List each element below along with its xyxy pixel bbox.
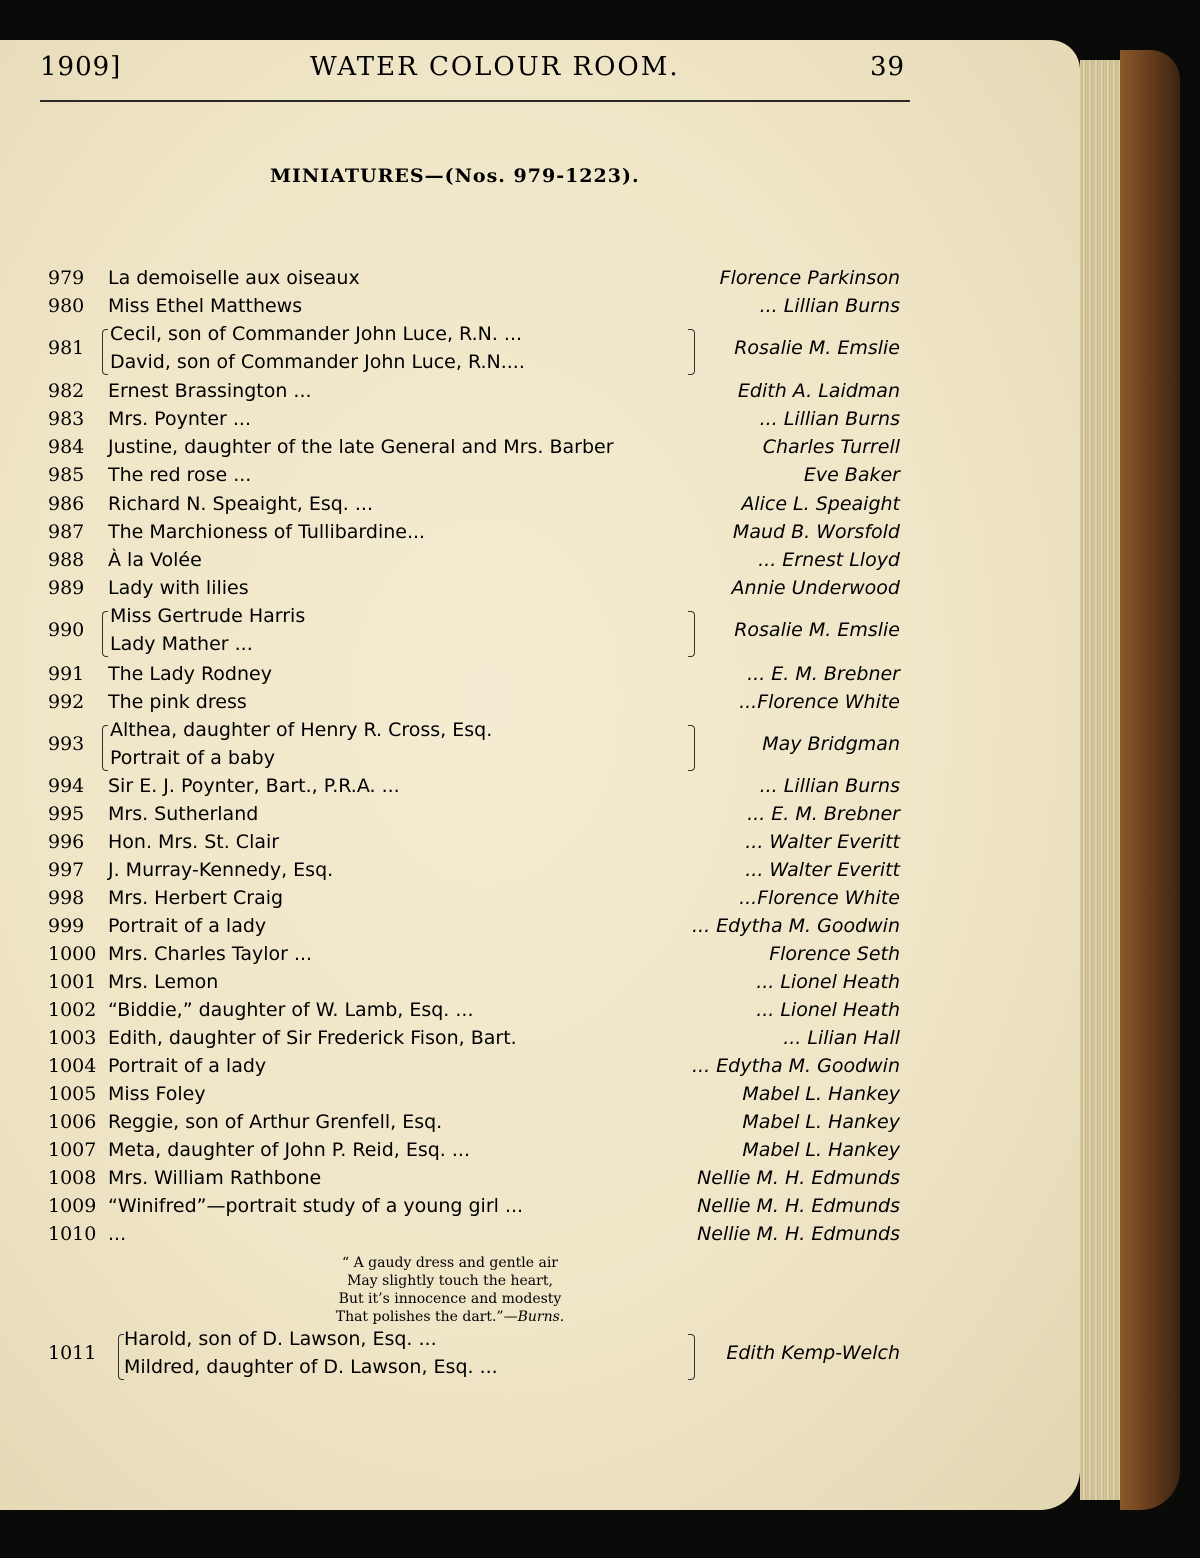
quote-line: But it’s innocence and modesty [338, 1291, 562, 1307]
header-year: 1909] [40, 52, 122, 82]
entry-artist: Alice L. Speaight [741, 493, 900, 515]
entry-number: 980 [48, 295, 85, 317]
entry-number: 991 [48, 663, 85, 685]
group-line [110, 633, 690, 661]
catalogue-entry [48, 1223, 908, 1251]
entry-number: 979 [48, 267, 85, 289]
entry-number: 1006 [48, 1111, 97, 1133]
entry-title: Portrait of a lady [108, 915, 267, 937]
right-brace [688, 329, 695, 375]
right-brace [688, 611, 695, 657]
entry-artist: ... Lillian Burns [759, 408, 900, 430]
catalogue-entry [48, 295, 908, 323]
entry-title: Portrait of a lady [108, 1055, 267, 1077]
entry-title: Ernest Brassington ... [108, 380, 312, 402]
entry-artist: ... Walter Everitt [745, 859, 900, 881]
catalogue-entry [48, 831, 908, 859]
entry-title: ... [108, 1223, 127, 1245]
entry-artist: Rosalie M. Emslie [734, 337, 900, 359]
entry-number: 984 [48, 436, 85, 458]
catalogue-entry [48, 380, 908, 408]
quote-line: “ A gaudy dress and gentle air [342, 1255, 558, 1271]
catalogue-group [48, 323, 908, 379]
entry-title: Justine, daughter of the late General and Mrs. Barber [108, 436, 614, 458]
entry-title: Miss Ethel Matthews [108, 295, 303, 317]
entry-artist: Annie Underwood [731, 577, 900, 599]
catalogue-entry [48, 803, 908, 831]
entry-title: Harold, son of D. Lawson, Esq. ... [124, 1328, 437, 1350]
entry-title: Miss Foley [108, 1083, 206, 1105]
entry-artist: Nellie M. H. Edmunds [697, 1167, 900, 1189]
entry-title: Edith, daughter of Sir Frederick Fison, Bart. [108, 1027, 517, 1049]
entry-artist: ... Walter Everitt [745, 831, 900, 853]
burns-quote [280, 1254, 620, 1326]
entry-title: Mrs. William Rathbone [108, 1167, 322, 1189]
entry-artist: ... Edytha M. Goodwin [691, 1055, 900, 1077]
entry-title: À la Volée [108, 549, 202, 571]
quote-line: May slightly touch the heart, [347, 1273, 553, 1289]
entry-artist: May Bridgman [762, 733, 900, 755]
group-line [110, 719, 690, 747]
running-head [40, 52, 1020, 92]
entry-artist: ... Lillian Burns [759, 775, 900, 797]
entry-number: 986 [48, 493, 85, 515]
entry-number: 989 [48, 577, 85, 599]
entry-artist: Rosalie M. Emslie [734, 619, 900, 641]
entry-title: Miss Gertrude Harris [110, 605, 306, 627]
catalogue-entry [48, 436, 908, 464]
catalogue-entry [48, 577, 908, 605]
entry-number: 982 [48, 380, 85, 402]
section-title: MINIATURES—(Nos. 979-1223). [270, 165, 640, 187]
entry-title: David, son of Commander John Luce, R.N.... [110, 351, 525, 373]
entry-artist: Edith Kemp-Welch [726, 1342, 900, 1364]
catalogue-entry [48, 943, 908, 971]
left-brace [102, 725, 108, 771]
entry-title: Mrs. Charles Taylor ... [108, 943, 313, 965]
catalogue-entry [48, 549, 908, 577]
entry-title: Reggie, son of Arthur Grenfell, Esq. [108, 1111, 443, 1133]
entry-title: The Lady Rodney [108, 663, 272, 685]
entry-title: Lady with lilies [108, 577, 249, 599]
entry-artist: ... E. M. Brebner [747, 663, 900, 685]
entry-artist: Maud B. Worsfold [732, 521, 900, 543]
entry-number: 992 [48, 691, 85, 713]
catalogue-group [48, 1328, 908, 1384]
entry-title: Cecil, son of Commander John Luce, R.N. ... [110, 323, 523, 345]
entry-title: Althea, daughter of Henry R. Cross, Esq. [110, 719, 493, 741]
entry-artist: ... Lillian Burns [759, 295, 900, 317]
group-line [110, 323, 690, 351]
entry-title: “Winifred”—portrait study of a young girl ... [108, 1195, 524, 1217]
entry-artist: ...Florence White [739, 691, 900, 713]
left-brace [102, 611, 108, 657]
entry-artist: ... Lilian Hall [783, 1027, 900, 1049]
catalogue-group [48, 719, 908, 775]
entry-number: 1004 [48, 1055, 97, 1077]
catalogue-entry [48, 663, 908, 691]
catalogue-entry [48, 408, 908, 436]
entry-artist: Mabel L. Hankey [742, 1139, 900, 1161]
entry-title: The pink dress [108, 691, 247, 713]
entry-number: 1000 [48, 943, 97, 965]
entry-artist: ... E. M. Brebner [747, 803, 900, 825]
right-brace [688, 1334, 695, 1380]
entry-artist: Florence Seth [769, 943, 900, 965]
catalogue-entry [48, 493, 908, 521]
entry-title: Meta, daughter of John P. Reid, Esq. ... [108, 1139, 470, 1161]
entry-number: 985 [48, 464, 85, 486]
group-line [124, 1328, 704, 1356]
catalogue-entry [48, 1195, 908, 1223]
entry-number: 1002 [48, 999, 97, 1021]
entry-number: 981 [48, 337, 85, 359]
entry-title: Richard N. Speaight, Esq. ... [108, 493, 374, 515]
entry-title: Portrait of a baby [110, 747, 275, 769]
entry-number: 1011 [48, 1342, 97, 1364]
entry-artist: Florence Parkinson [719, 267, 900, 289]
entry-artist: Eve Baker [803, 464, 900, 486]
left-brace [102, 329, 108, 375]
entry-artist: Mabel L. Hankey [742, 1111, 900, 1133]
header-title: WATER COLOUR ROOM. [310, 52, 680, 82]
entry-artist: ... Edytha M. Goodwin [691, 915, 900, 937]
entry-title: Mrs. Poynter ... [108, 408, 251, 430]
entry-number: 993 [48, 733, 85, 755]
entry-number: 1010 [48, 1223, 97, 1245]
catalogue-entry [48, 267, 908, 295]
group-line [110, 351, 690, 379]
entry-number: 1007 [48, 1139, 97, 1161]
entry-number: 1003 [48, 1027, 97, 1049]
catalogue-entry [48, 999, 908, 1027]
entry-number: 1001 [48, 971, 97, 993]
entry-number: 994 [48, 775, 85, 797]
book-binding [1120, 50, 1180, 1510]
catalogue-entry [48, 691, 908, 719]
catalogue-entry [48, 887, 908, 915]
catalogue-entry [48, 859, 908, 887]
entry-title: “Biddie,” daughter of W. Lamb, Esq. ... [108, 999, 474, 1021]
entry-title: Mrs. Lemon [108, 971, 219, 993]
entry-artist: ... Lionel Heath [756, 971, 900, 993]
catalogue-entry [48, 775, 908, 803]
entry-artist: Charles Turrell [762, 436, 900, 458]
entry-artist: ...Florence White [739, 887, 900, 909]
quote-line [280, 1308, 620, 1326]
catalogue-entry [48, 464, 908, 492]
catalogue-entry [48, 1167, 908, 1195]
entry-number: 1005 [48, 1083, 97, 1105]
entry-number: 998 [48, 887, 85, 909]
entry-number: 997 [48, 859, 85, 881]
catalogue-group [48, 605, 908, 661]
entry-title: The Marchioness of Tullibardine... [108, 521, 426, 543]
entry-number: 999 [48, 915, 85, 937]
entry-title: La demoiselle aux oiseaux [108, 267, 360, 289]
entry-title: Sir E. J. Poynter, Bart., P.R.A. ... [108, 775, 400, 797]
entry-artist: ... Lionel Heath [756, 999, 900, 1021]
catalogue-entry [48, 1083, 908, 1111]
group-line [124, 1356, 704, 1384]
entry-title: Mrs. Herbert Craig [108, 887, 284, 909]
page-number: 39 [870, 52, 906, 82]
catalogue-entry [48, 915, 908, 943]
entry-number: 983 [48, 408, 85, 430]
group-line [110, 747, 690, 775]
entry-artist: Edith A. Laidman [737, 380, 900, 402]
entry-title: Mrs. Sutherland [108, 803, 259, 825]
entry-artist: ... Ernest Lloyd [758, 549, 900, 571]
entry-artist: Nellie M. H. Edmunds [697, 1223, 900, 1245]
entry-number: 987 [48, 521, 85, 543]
catalogue-entry [48, 971, 908, 999]
entry-title: J. Murray-Kennedy, Esq. [108, 859, 334, 881]
catalogue-entry [48, 521, 908, 549]
header-rule [40, 100, 910, 102]
entry-number: 988 [48, 549, 85, 571]
entry-title: Mildred, daughter of D. Lawson, Esq. ... [124, 1356, 498, 1378]
entry-number: 996 [48, 831, 85, 853]
entry-number: 1009 [48, 1195, 97, 1217]
entry-number: 995 [48, 803, 85, 825]
entry-number: 1008 [48, 1167, 97, 1189]
catalogue-entry [48, 1027, 908, 1055]
entry-artist: Nellie M. H. Edmunds [697, 1195, 900, 1217]
group-line [110, 605, 690, 633]
entry-title: Lady Mather ... [110, 633, 253, 655]
entry-title: The red rose ... [108, 464, 252, 486]
catalogue-entry [48, 1055, 908, 1083]
entry-artist: Mabel L. Hankey [742, 1083, 900, 1105]
entry-number: 990 [48, 619, 85, 641]
catalogue-entry [48, 1139, 908, 1167]
catalogue-entry [48, 1111, 908, 1139]
quote-attribution: Burns. [517, 1309, 565, 1325]
quote-text: That polishes the dart.”— [335, 1309, 518, 1325]
entry-title: Hon. Mrs. St. Clair [108, 831, 280, 853]
right-brace [688, 725, 695, 771]
